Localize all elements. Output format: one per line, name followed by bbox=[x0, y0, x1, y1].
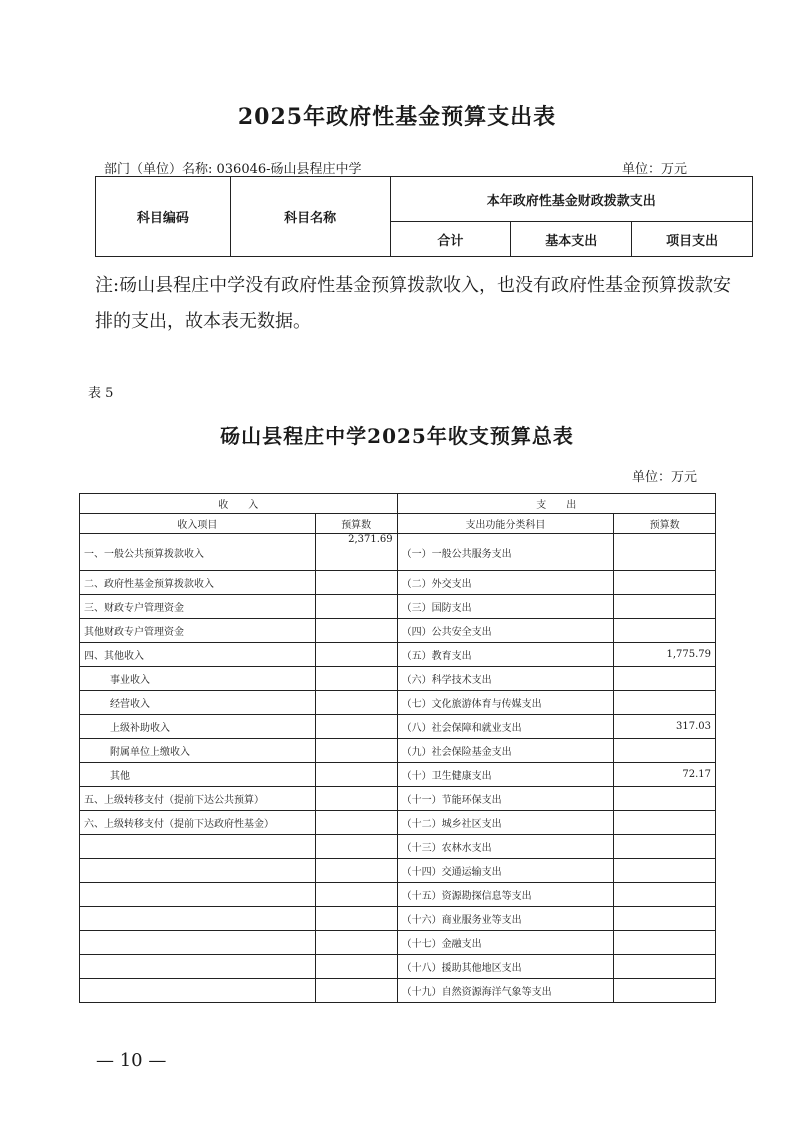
page-number: — 10 — bbox=[96, 1050, 167, 1071]
income-item-cell bbox=[80, 907, 316, 931]
expense-amount-cell bbox=[614, 931, 716, 955]
header-expense: 支 出 bbox=[397, 494, 715, 514]
expense-amount-cell bbox=[614, 811, 716, 835]
expense-item-cell: （十九）自然资源海洋气象等支出 bbox=[397, 979, 614, 1003]
income-item-cell: 其他 bbox=[80, 763, 316, 787]
expense-amount-cell bbox=[614, 571, 716, 595]
expense-item-cell: （七）文化旅游体育与传媒支出 bbox=[397, 691, 614, 715]
expense-item-cell: （四）公共安全支出 bbox=[397, 619, 614, 643]
page-title: 2025年政府性基金预算支出表 bbox=[237, 104, 557, 130]
income-amount-cell bbox=[315, 619, 397, 643]
expense-item-cell: （八）社会保障和就业支出 bbox=[397, 715, 614, 739]
income-item-cell bbox=[80, 931, 316, 955]
header-income-item: 收入项目 bbox=[80, 514, 316, 534]
income-amount-cell bbox=[315, 811, 397, 835]
income-amount-cell bbox=[315, 667, 397, 691]
income-amount-cell bbox=[315, 691, 397, 715]
expense-amount-cell bbox=[614, 955, 716, 979]
expense-item-cell: （一）一般公共服务支出 bbox=[397, 534, 614, 571]
expense-item-cell: （十一）节能环保支出 bbox=[397, 787, 614, 811]
header-group: 本年政府性基金财政拨款支出 bbox=[390, 177, 752, 222]
expense-amount-cell bbox=[614, 739, 716, 763]
income-item-cell: 五、上级转移支付（提前下达公共预算） bbox=[80, 787, 316, 811]
header-total: 合计 bbox=[390, 222, 511, 257]
expense-item-cell: （十六）商业服务业等支出 bbox=[397, 907, 614, 931]
table-row bbox=[80, 835, 716, 859]
expense-item-cell: （二）外交支出 bbox=[397, 571, 614, 595]
unit-label: 单位：万元 bbox=[622, 162, 688, 177]
table-row bbox=[80, 595, 716, 619]
summary-title: 砀山县程庄中学2025年收支预算总表 bbox=[220, 424, 574, 448]
income-item-cell: 其他财政专户管理资金 bbox=[80, 619, 316, 643]
table-row bbox=[80, 811, 716, 835]
expense-amount-cell bbox=[614, 859, 716, 883]
income-amount-cell bbox=[315, 595, 397, 619]
expense-item-cell: （十五）资源勘探信息等支出 bbox=[397, 883, 614, 907]
expense-item-cell: （十三）农林水支出 bbox=[397, 835, 614, 859]
income-amount-cell bbox=[315, 571, 397, 595]
header-basic: 基本支出 bbox=[511, 222, 632, 257]
fund-expenditure-table bbox=[95, 176, 753, 257]
header-income-amount: 预算数 bbox=[315, 514, 397, 534]
income-amount-cell bbox=[315, 979, 397, 1003]
income-amount-cell bbox=[315, 955, 397, 979]
income-item-cell: 上级补助收入 bbox=[80, 715, 316, 739]
table-row bbox=[80, 643, 716, 667]
expense-item-cell: （十二）城乡社区支出 bbox=[397, 811, 614, 835]
income-amount-cell bbox=[315, 763, 397, 787]
income-amount-cell bbox=[315, 835, 397, 859]
header-income: 收 入 bbox=[80, 494, 398, 514]
expense-item-cell: （十七）金融支出 bbox=[397, 931, 614, 955]
expense-amount-cell bbox=[614, 835, 716, 859]
income-amount-cell bbox=[315, 883, 397, 907]
expense-amount-cell: 72.17 bbox=[614, 763, 716, 787]
table-row bbox=[80, 534, 716, 571]
expense-item-cell: （十四）交通运输支出 bbox=[397, 859, 614, 883]
table-row bbox=[80, 931, 716, 955]
income-item-cell: 附属单位上缴收入 bbox=[80, 739, 316, 763]
table-label: 表 5 bbox=[88, 386, 114, 401]
income-item-cell: 经营收入 bbox=[80, 691, 316, 715]
income-item-cell bbox=[80, 859, 316, 883]
income-item-cell: 事业收入 bbox=[80, 667, 316, 691]
table-row bbox=[80, 979, 716, 1003]
expense-amount-cell bbox=[614, 787, 716, 811]
expense-amount-cell: 1,775.79 bbox=[614, 643, 716, 667]
income-item-cell bbox=[80, 979, 316, 1003]
income-item-cell bbox=[80, 835, 316, 859]
table-row bbox=[80, 859, 716, 883]
income-amount-cell bbox=[315, 787, 397, 811]
header-name: 科目名称 bbox=[230, 177, 390, 257]
expense-amount-cell bbox=[614, 619, 716, 643]
table-row bbox=[80, 907, 716, 931]
income-amount-cell bbox=[315, 739, 397, 763]
table-row bbox=[80, 667, 716, 691]
table-row bbox=[80, 739, 716, 763]
expense-item-cell: （六）科学技术支出 bbox=[397, 667, 614, 691]
income-item-cell: 六、上级转移支付（提前下达政府性基金） bbox=[80, 811, 316, 835]
expense-item-cell: （九）社会保险基金支出 bbox=[397, 739, 614, 763]
expense-item-cell: （五）教育支出 bbox=[397, 643, 614, 667]
note-text: 注:砀山县程庄中学没有政府性基金预算拨款收入，也没有政府性基金预算拨款安排的支出，故本表无数据。 bbox=[95, 275, 732, 332]
expense-amount-cell bbox=[614, 979, 716, 1003]
expense-amount-cell bbox=[614, 534, 716, 571]
header-code: 科目编码 bbox=[96, 177, 231, 257]
table-row bbox=[80, 883, 716, 907]
expense-amount-cell bbox=[614, 667, 716, 691]
header-expense-amount: 预算数 bbox=[614, 514, 716, 534]
income-amount-cell bbox=[315, 715, 397, 739]
expense-amount-cell bbox=[614, 907, 716, 931]
income-amount-cell bbox=[315, 907, 397, 931]
expense-item-cell: （十）卫生健康支出 bbox=[397, 763, 614, 787]
income-amount-cell bbox=[315, 931, 397, 955]
table-row bbox=[80, 763, 716, 787]
income-amount-cell bbox=[315, 643, 397, 667]
income-amount-cell bbox=[315, 859, 397, 883]
expense-amount-cell: 317.03 bbox=[614, 715, 716, 739]
income-item-cell: 四、其他收入 bbox=[80, 643, 316, 667]
income-item-cell bbox=[80, 955, 316, 979]
income-amount-cell: 2,371.69 bbox=[315, 534, 397, 571]
header-expense-item: 支出功能分类科目 bbox=[397, 514, 614, 534]
expense-amount-cell bbox=[614, 595, 716, 619]
table-row bbox=[80, 787, 716, 811]
table-row bbox=[80, 955, 716, 979]
table-row bbox=[80, 691, 716, 715]
income-item-cell bbox=[80, 883, 316, 907]
unit-label-2: 单位：万元 bbox=[632, 470, 698, 485]
expense-amount-cell bbox=[614, 883, 716, 907]
table-row bbox=[80, 571, 716, 595]
expense-amount-cell bbox=[614, 691, 716, 715]
income-item-cell: 三、财政专户管理资金 bbox=[80, 595, 316, 619]
expense-item-cell: （三）国防支出 bbox=[397, 595, 614, 619]
table-row bbox=[80, 619, 716, 643]
income-item-cell: 二、政府性基金预算拨款收入 bbox=[80, 571, 316, 595]
department-label: 部门（单位）名称: 036046-砀山县程庄中学 bbox=[104, 162, 362, 177]
income-item-cell: 一、一般公共预算拨款收入 bbox=[80, 534, 316, 571]
table-row bbox=[80, 715, 716, 739]
expense-item-cell: （十八）援助其他地区支出 bbox=[397, 955, 614, 979]
budget-summary-table bbox=[79, 493, 716, 1003]
header-project: 项目支出 bbox=[632, 222, 753, 257]
